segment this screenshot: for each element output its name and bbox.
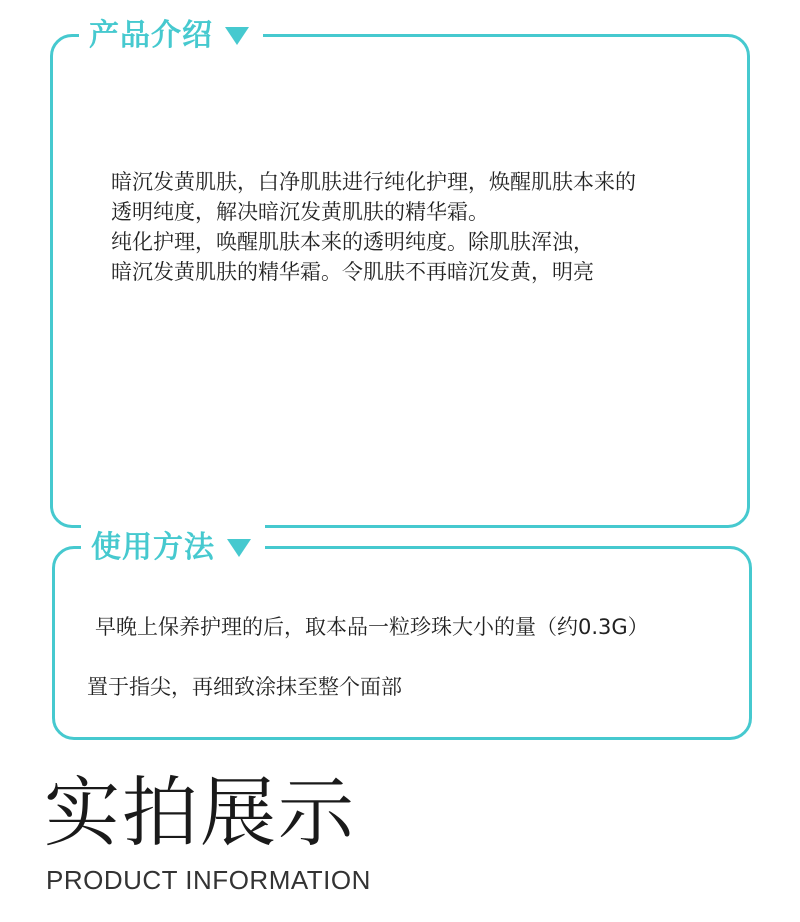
usage-method-line: 置于指尖，再细致涂抹至整个面部 [87,675,402,699]
showcase-subtitle: PRODUCT INFORMATION [46,865,371,895]
product-intro-line: 暗沉发黄肌肤，白净肌肤进行纯化护理，焕醒肌肤本来的 [111,170,636,194]
usage-method-heading [81,525,265,571]
triangle-down-icon [227,539,251,557]
product-intro-panel [50,18,750,528]
usage-method-heading-text: 使用方法 [91,530,215,565]
usage-method-panel [52,530,752,740]
triangle-down-icon [225,27,249,45]
showcase-title: 实拍展示 [44,768,356,857]
product-intro-line: 纯化护理，唤醒肌肤本来的透明纯度。除肌肤浑浊， [111,230,594,254]
product-intro-heading [79,13,263,59]
product-intro-line: 透明纯度，解决暗沉发黄肌肤的精华霜。 [111,200,489,224]
product-intro-line: 暗沉发黄肌肤的精华霜。令肌肤不再暗沉发黄，明亮 [111,260,594,284]
usage-method-line: 早晚上保养护理的后，取本品一粒珍珠大小的量（约0.3G） [95,615,649,639]
product-intro-heading-text: 产品介绍 [89,18,213,53]
product-intro-body [111,167,731,287]
